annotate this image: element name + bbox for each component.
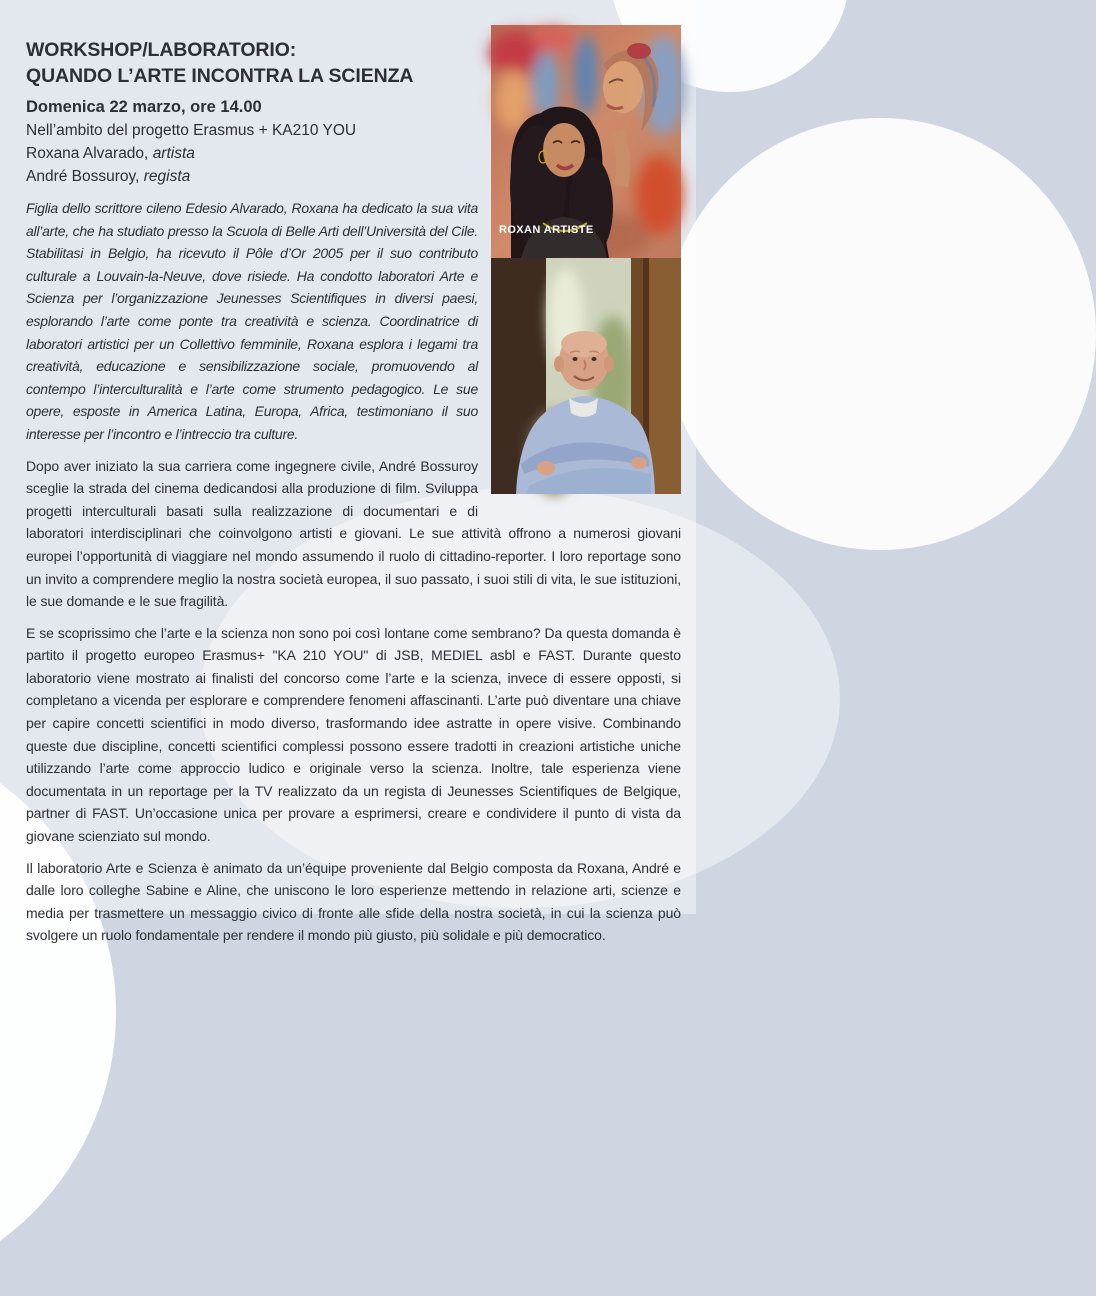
title-line-1: WORKSHOP/LABORATORIO: bbox=[26, 39, 297, 61]
paragraph-project-description: E se scoprissimo che l’arte e la scienza non sono poi così lontane come sembrano? Da questa domanda è partito il progetto europeo Erasmus+ "KA 210 YOU" di JSB, MEDIEL asbl e FAST. Durante questo laboratorio viene mostrato ai finalisti del concorso come l’arte e la scienza, invece di essere opposti, si completano a vicenda per esplorare e comprendere fenomeni affascinanti. L’arte può diventare una chiave per capire concetti scientifici in modo diverso, trasformando idee astratte in opere visive. Combinando queste due discipline, concetti scientifici complessi possono essere tradotti in creazioni artistiche uniche utilizzando l’arte come approccio ludico e originale verso la scienza. Inoltre, tale esperienza viene documentata in un reportage per la TV realizzato da un regista di Jeunesses Scientifiques de Belgique, partner di FAST. Un’occasione unica per provare a esprimersi, creare e condividere il punto di vista da giovane scienziato sul mondo. bbox=[26, 624, 681, 845]
photo-column bbox=[491, 25, 681, 494]
person-name: Roxana Alvarado, bbox=[26, 145, 149, 162]
event-date: Domenica 22 marzo, ore 14.00 bbox=[26, 98, 262, 116]
title-line-2: QUANDO L’ARTE INCONTRA LA SCIENZA bbox=[26, 65, 414, 87]
paragraph-roxana-bio: Figlia dello scrittore cileno Edesio Alvarado, Roxana ha dedicato la sua vita all’arte, che ha studiato presso la Scuola di Belle Arti dell’Università del Cile. Stabilitasi in Belgio, ha ricevuto il Pôle d’Or 2005 per il suo contributo culturale a Louvain-la-Neuve, dove risiede. Ha condotto laboratori Arte e Scienza per l’organizzazione Jeunesses Scientifiques in diversi paesi, esplorando l’arte come ponte tra creatività e scienza. Coordinatrice di laboratori artistici per un Collettivo femminile, Roxana esplora i legami tra creatività, educazione e sensibilizzazione sociale, promuovendo al contempo l’interculturalità e l’arte come strumento pedagogico. Le sue opere, esposte in America Latina, Europa, Africa, testimoniano il suo interesse per l’incontro e l’intreccio tra culture. bbox=[26, 200, 478, 442]
paragraph-team: Il laboratorio Arte e Scienza è animato da un’équipe proveniente dal Belgio composta da Roxana, André e dalle loro colleghe Sabine e Aline, che uniscono le loro esperienze mettendo in relazione arti, scienze e media per trasmettere un messaggio civico di fronte alle sfide della nostra società, in cui la scienza può svolgere un ruolo fondamentale per rendere il mondo più giusto, più solidale e più democratico. bbox=[26, 859, 681, 944]
andre-portrait-illustration bbox=[491, 258, 681, 494]
page-content bbox=[0, 0, 696, 944]
person-role: artista bbox=[152, 145, 195, 162]
brochure-page bbox=[0, 0, 696, 944]
background-blob-right bbox=[664, 118, 1096, 550]
roxana-photo bbox=[491, 25, 681, 258]
photo-watermark: ROXAN ARTISTE bbox=[499, 224, 594, 236]
andre-photo bbox=[491, 258, 681, 494]
paragraph-andre-bio: Dopo aver iniziato la sua carriera come ingegnere civile, André Bossuroy sceglie la strada del cinema dedicandosi alla produzione di film. Sviluppa progetti interculturali basati sulla realizzazione di documentari e di laboratori interdisciplinari che coinvolgono artisti e giovani. Le sue attività offrono a numerosi giovani europei l’opportunità di viaggiare nel mondo assumendo il ruolo di cittadino-reporter. I loro reportage sono un invito a comprendere meglio la nostra società europea, il suo passato, i suoi stili di vita, le sue istituzioni, le sue domande e le sue fragilità. bbox=[26, 457, 681, 610]
person-role: regista bbox=[143, 168, 191, 185]
project-line: Nell’ambito del progetto Erasmus + KA210 YOU bbox=[26, 122, 357, 139]
person-name: André Bossuroy, bbox=[26, 168, 140, 185]
